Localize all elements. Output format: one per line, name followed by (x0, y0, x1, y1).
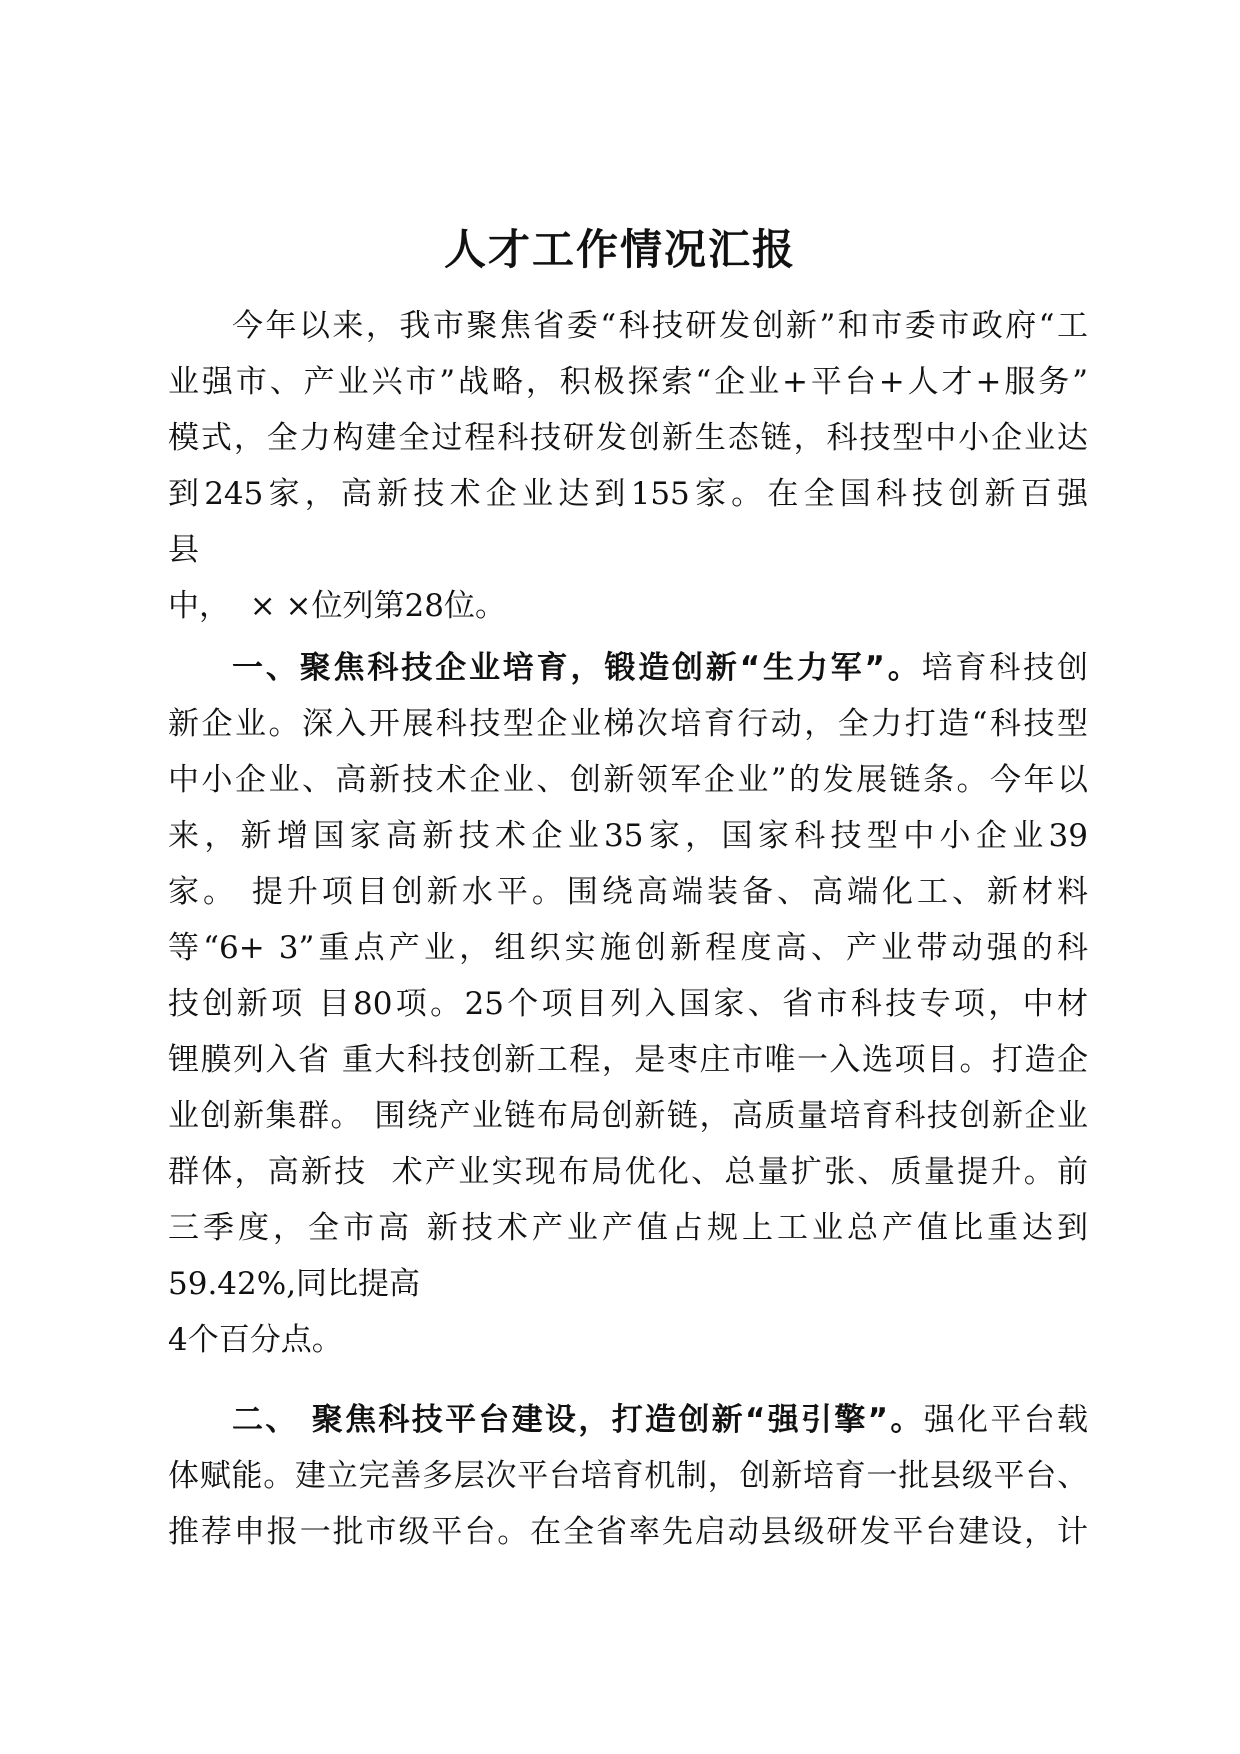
text-line (168, 808, 1088, 864)
page-title: 人才工作情况汇报 (443, 225, 796, 274)
line-text: 家。 提升项目创新水平。围绕高端装备、高端化工、新材料 (168, 874, 1088, 910)
text-line (168, 696, 1088, 752)
line-text: 4个百分点。 (168, 1322, 343, 1358)
line-text: 中小企业、高新技术企业、创新领军企业”的发展链条。今年以 (168, 762, 1088, 798)
text-line (168, 1144, 1088, 1200)
line-text: 今年以来，我市聚焦省委“科技研发创新”和市委市政府“工 (232, 308, 1088, 344)
line-text: 业创新集群。 围绕产业链布局创新链，高质量培育科技创新企业 (168, 1098, 1088, 1134)
text-line (168, 976, 1088, 1032)
text-line (168, 1200, 1088, 1256)
line-text: 新企业。深入开展科技型企业梯次培育行动，全力打造“科技型 (168, 706, 1088, 742)
text-line (168, 1032, 1088, 1088)
line-text: 模式，全力构建全过程科技研发创新生态链，科技型中小企业达 (168, 420, 1088, 456)
line-text: 三季度，全市高 新技术产业产值占规上工业总产值比重达到 (168, 1210, 1088, 1246)
line-text: 群体，高新技 术产业实现布局优化、总量扩张、质量提升。前 (168, 1154, 1088, 1190)
line-text: 技创新项 目80项。25个项目列入国家、省市科技专项，中材 (168, 986, 1088, 1022)
text-line (168, 1256, 1088, 1312)
section-heading: 二、 聚焦科技平台建设，打造创新“强引擎”。 (232, 1402, 924, 1438)
line-text: 中， × ×位列第28位。 (168, 588, 506, 624)
line-text: 来，新增国家高新技术企业35家，国家科技型中小企业39 (168, 818, 1088, 854)
text-line (168, 1448, 1088, 1504)
text-line (168, 354, 1088, 410)
text-line (168, 1312, 1088, 1368)
line-text: 锂膜列入省 重大科技创新工程，是枣庄市唯一入选项目。打造企 (168, 1042, 1088, 1078)
line-text: 培育科技创 (921, 650, 1088, 686)
line-text: 等“6+ 3”重点产业，组织实施创新程度高、产业带动强的科 (168, 930, 1088, 966)
line-text: 县 (168, 532, 199, 568)
line-text: 体赋能。建立完善多层次平台培育机制，创新培育一批县级平台、 (168, 1458, 1088, 1494)
line-text: 推荐申报一批市级平台。在全省率先启动县级研发平台建设，计 (168, 1514, 1088, 1550)
text-line (232, 640, 1088, 696)
text-line (168, 920, 1088, 976)
text-line (168, 578, 1088, 634)
text-line (232, 298, 1088, 354)
text-line (168, 752, 1088, 808)
line-text: 59.42%,同比提高 (168, 1266, 421, 1302)
line-text: 业强市、产业兴市”战略，积极探索“企业+平台+人才+服务” (168, 364, 1088, 400)
text-line (168, 1088, 1088, 1144)
line-text: 到245家，高新技术企业达到155家。在全国科技创新百强 (168, 476, 1088, 512)
text-line (168, 522, 1088, 578)
section-heading: 一、聚焦科技企业培育，锻造创新“生力军”。 (232, 650, 922, 686)
text-line (168, 1504, 1088, 1560)
text-line (232, 1392, 1088, 1448)
line-text: 强化平台载 (923, 1402, 1088, 1438)
text-line (168, 410, 1088, 466)
text-line (168, 864, 1088, 920)
text-line (168, 466, 1088, 522)
